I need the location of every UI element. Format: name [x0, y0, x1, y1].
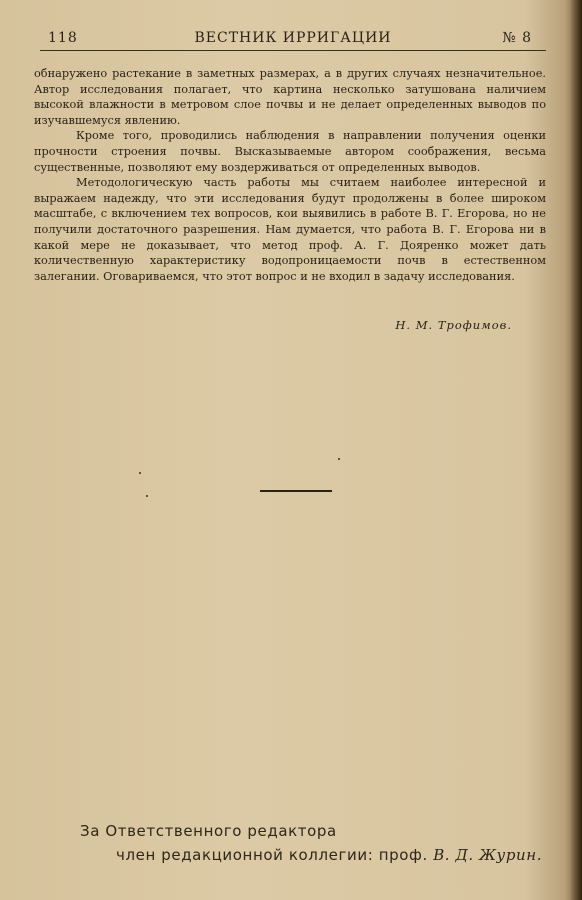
page-number: 118 — [48, 30, 78, 46]
editor-name: В. Д. Журин. — [433, 846, 543, 864]
editor-line-2 — [116, 846, 542, 864]
running-header — [40, 28, 546, 51]
article-body — [34, 66, 546, 284]
editor-role: член редакционной коллегии: проф. — [116, 846, 428, 864]
section-divider — [260, 490, 332, 492]
page-edge-shadow — [570, 0, 582, 900]
issue-number: № 8 — [502, 30, 532, 46]
editor-line-1: За Ответственного редактора — [80, 822, 337, 840]
speck — [146, 495, 148, 497]
paragraph-3: Методологическую часть работы мы считаем наиболее интересной и выражаем надежду, что эти исследования будут продолжены в более широком масштабе, с включением тех вопросов, кои выявились в работе В. Г. Егорова, но не получили достаточного разрешения. Нам думается, что работа В. Г. Егорова ни в какой мере не доказывает, что метод проф. А. Г. Дояренко может дать количественную характеристику водопроницаемости почв в естественном залегании. Оговариваемся, что этот вопрос и не входил в задачу исследования. — [34, 176, 546, 283]
journal-title: ВЕСТНИК ИРРИГАЦИИ — [194, 30, 392, 46]
paragraph-2: Кроме того, проводились наблюдения в направлении получения оценки прочности строения почвы. Высказываемые автором соображения, весьма существенные, позволяют ему воздерживаться от определенных выводов. — [34, 129, 546, 174]
speck — [338, 458, 340, 460]
speck — [139, 472, 141, 474]
paragraph-1: обнаружено растекание в заметных размерах, а в других случаях незначительное. Автор исследования полагает, что картина несколько затушована наличием высокой влажности в метровом слое почвы и не делает определенных выводов по изучавшемуся явлению. — [34, 67, 546, 127]
author-signature: Н. М. Трофимов. — [395, 318, 512, 332]
